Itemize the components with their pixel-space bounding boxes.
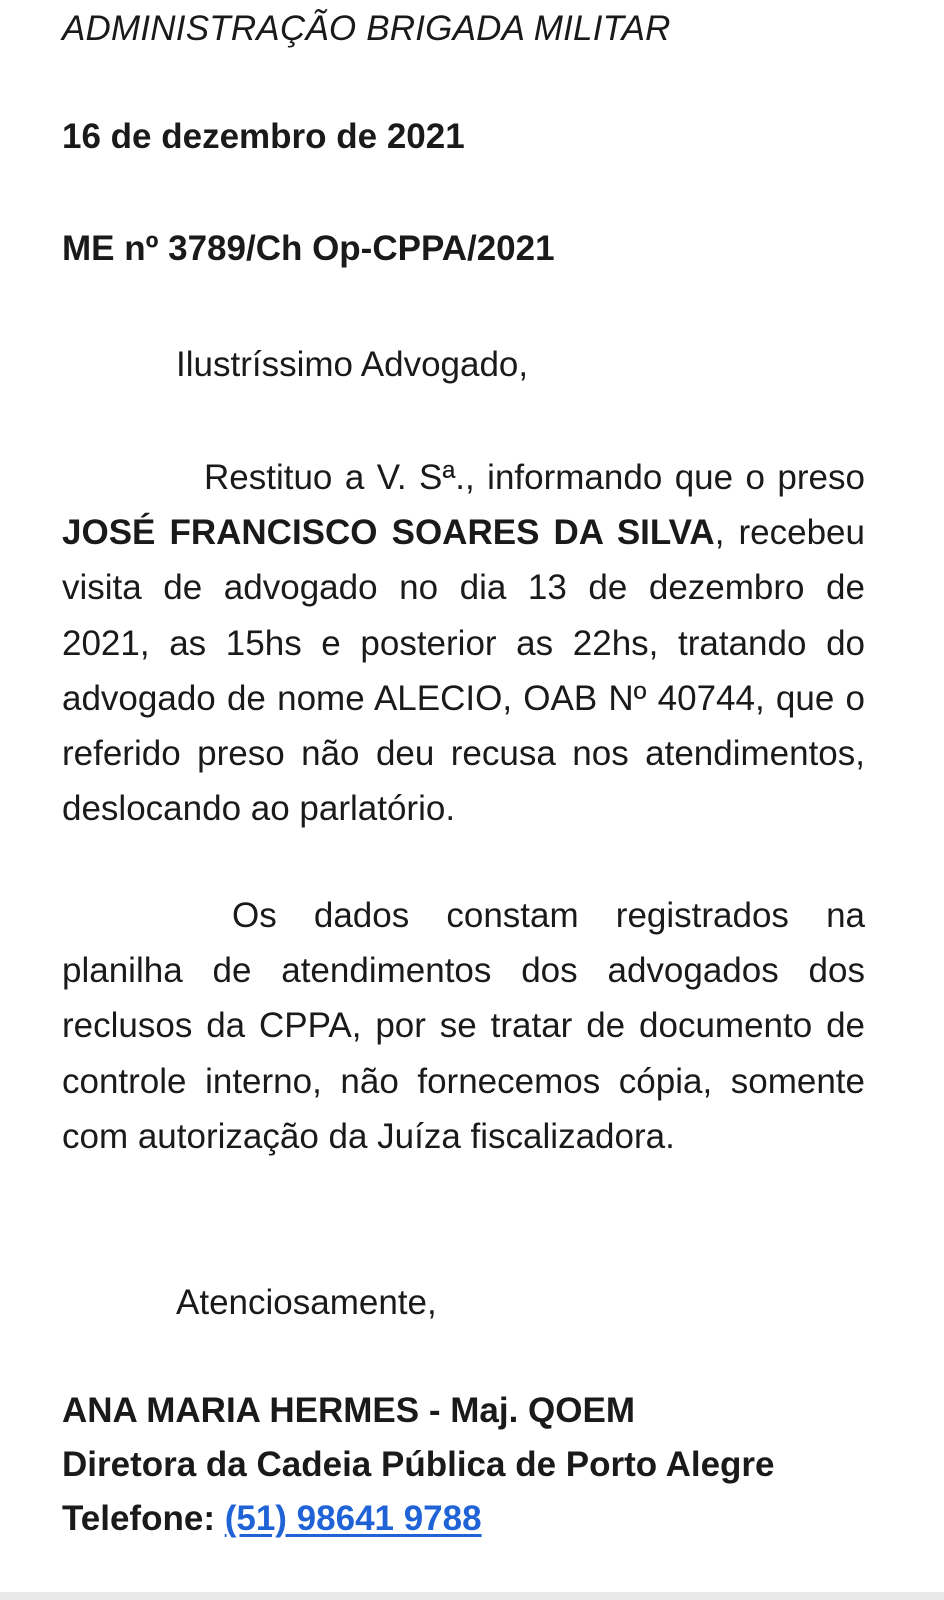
signature-name-rank: ANA MARIA HERMES - Maj. QOEM [62, 1391, 635, 1430]
closing: Atenciosamente, [176, 1283, 437, 1322]
document-reference: ME nº 3789/Ch Op-CPPA/2021 [62, 229, 555, 268]
phone-label: Telefone: [62, 1499, 225, 1538]
body-paragraph-1 [62, 450, 865, 836]
bottom-divider [0, 1592, 944, 1600]
prisoner-name: JOSÉ FRANCISCO SOARES DA SILVA [62, 513, 715, 553]
paragraph-1-intro: Restituo a V. Sª., informando que o preso [204, 458, 865, 497]
organization-header: ADMINISTRAÇÃO BRIGADA MILITAR [62, 9, 671, 48]
document-date: 16 de dezembro de 2021 [62, 117, 465, 156]
signature-title: Diretora da Cadeia Pública de Porto Alegre [62, 1445, 775, 1484]
signature-phone-line [62, 1492, 482, 1546]
body-paragraph-2: Os dados constam registrados na planilha de atendimentos dos advogados dos reclusos da CPPA, por se tratar de documento de controle interno, não fornecemos cópia, somente com autorização da Juíza fiscalizadora. [62, 896, 865, 1156]
paragraph-1-rest: , recebeu visita de advogado no dia 13 de dezembro de 2021, as 15hs e posterior as 22hs, tratando do advogado de nome ALECIO, OAB Nº 40744, que o referido preso não deu recusa nos atendimentos, deslocando ao parlatório. [62, 513, 865, 829]
phone-number-link[interactable]: (51) 98641 9788 [224, 1499, 482, 1538]
greeting: Ilustríssimo Advogado, [176, 345, 529, 384]
